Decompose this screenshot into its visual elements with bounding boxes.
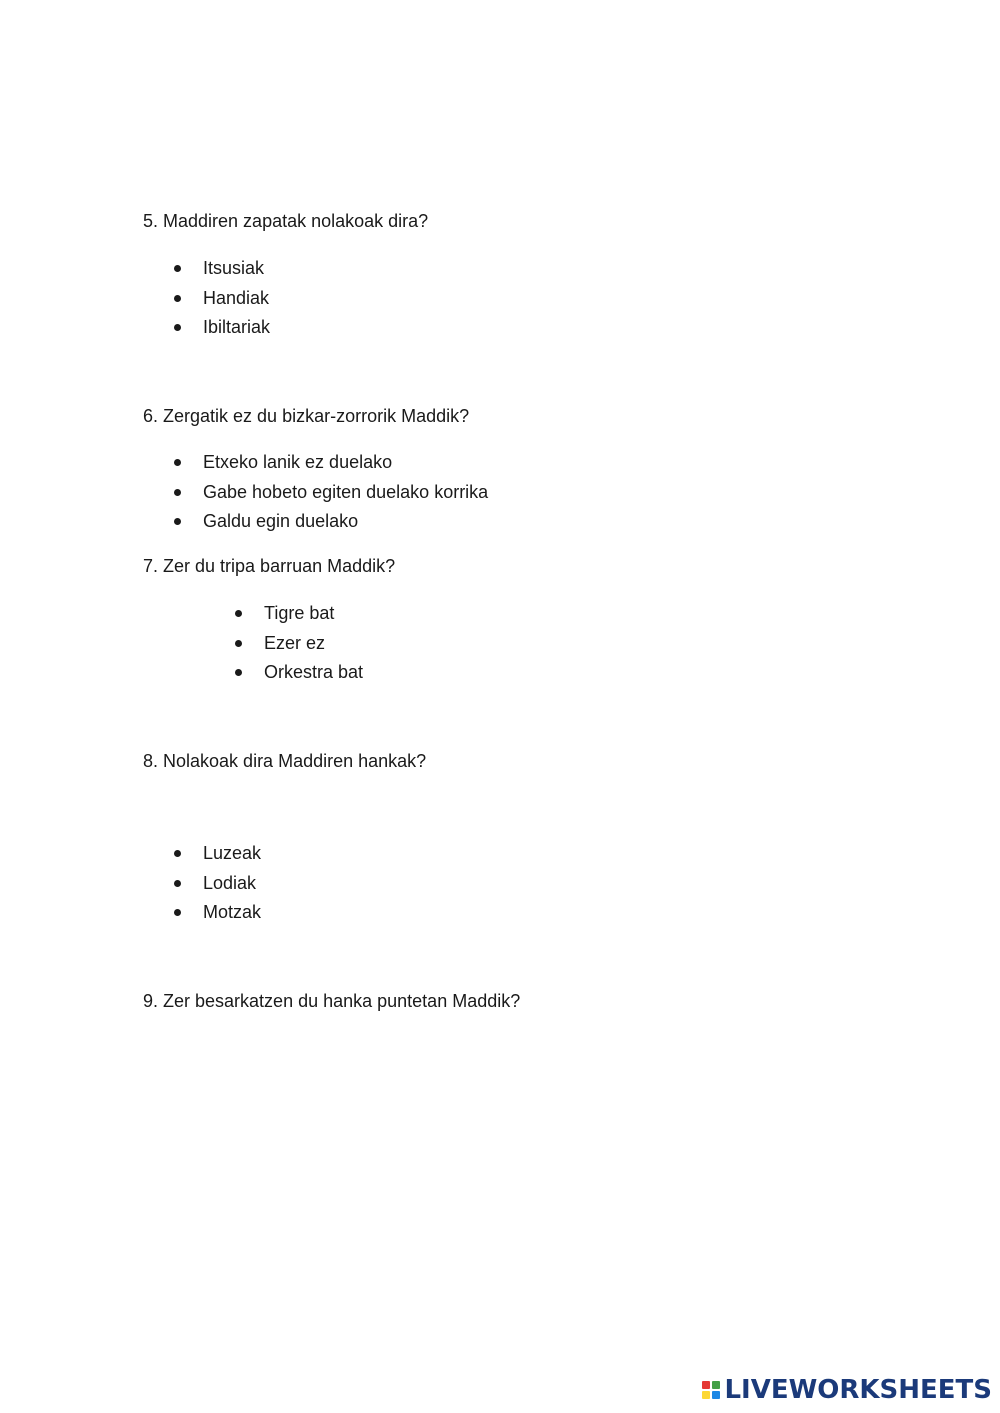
bullet-icon bbox=[174, 489, 181, 496]
option-label: Gabe hobeto egiten duelako korrika bbox=[203, 481, 489, 502]
logo-text: LIVEWORKSHEETS bbox=[724, 1375, 992, 1405]
logo-square-green bbox=[712, 1381, 720, 1389]
option-label: Orkestra bat bbox=[264, 662, 364, 682]
bullet-icon bbox=[174, 265, 181, 272]
option-label: Etxeko lanik ez duelako bbox=[203, 452, 393, 472]
option-label: Galdu egin duelako bbox=[203, 511, 359, 531]
bullet-icon bbox=[235, 640, 242, 647]
logo-mark-icon bbox=[702, 1381, 720, 1399]
bullet-icon bbox=[235, 610, 242, 617]
logo-square-red bbox=[702, 1381, 710, 1389]
question-7: 7. Zer du tripa barruan Maddik? bbox=[143, 556, 396, 576]
option-label: Luzeak bbox=[203, 843, 262, 863]
bullet-icon bbox=[174, 459, 181, 466]
question-8: 8. Nolakoak dira Maddiren hankak? bbox=[143, 751, 427, 771]
option-label: Itsusiak bbox=[203, 258, 265, 278]
bullet-icon bbox=[174, 295, 181, 302]
logo-square-blue bbox=[712, 1391, 720, 1399]
bullet-icon bbox=[174, 850, 181, 857]
liveworksheets-logo[interactable] bbox=[702, 1375, 992, 1405]
bullet-icon bbox=[174, 324, 181, 331]
question-6: 6. Zergatik ez du bizkar-zorrorik Maddik? bbox=[143, 406, 470, 426]
option-label: Handiak bbox=[203, 287, 270, 308]
logo-square-yellow bbox=[702, 1391, 710, 1399]
option-label: Ibiltariak bbox=[203, 317, 271, 337]
option-label: Tigre bat bbox=[264, 603, 335, 623]
bullet-icon bbox=[235, 669, 242, 676]
question-5: 5. Maddiren zapatak nolakoak dira? bbox=[143, 211, 429, 231]
bullet-icon bbox=[174, 909, 181, 916]
option-label: Motzak bbox=[203, 902, 262, 922]
option-label: Lodiak bbox=[203, 872, 257, 893]
bullet-icon bbox=[174, 518, 181, 525]
option-label: Ezer ez bbox=[264, 632, 326, 653]
question-9: 9. Zer besarkatzen du hanka puntetan Maddik? bbox=[143, 991, 521, 1011]
bullet-icon bbox=[174, 880, 181, 887]
